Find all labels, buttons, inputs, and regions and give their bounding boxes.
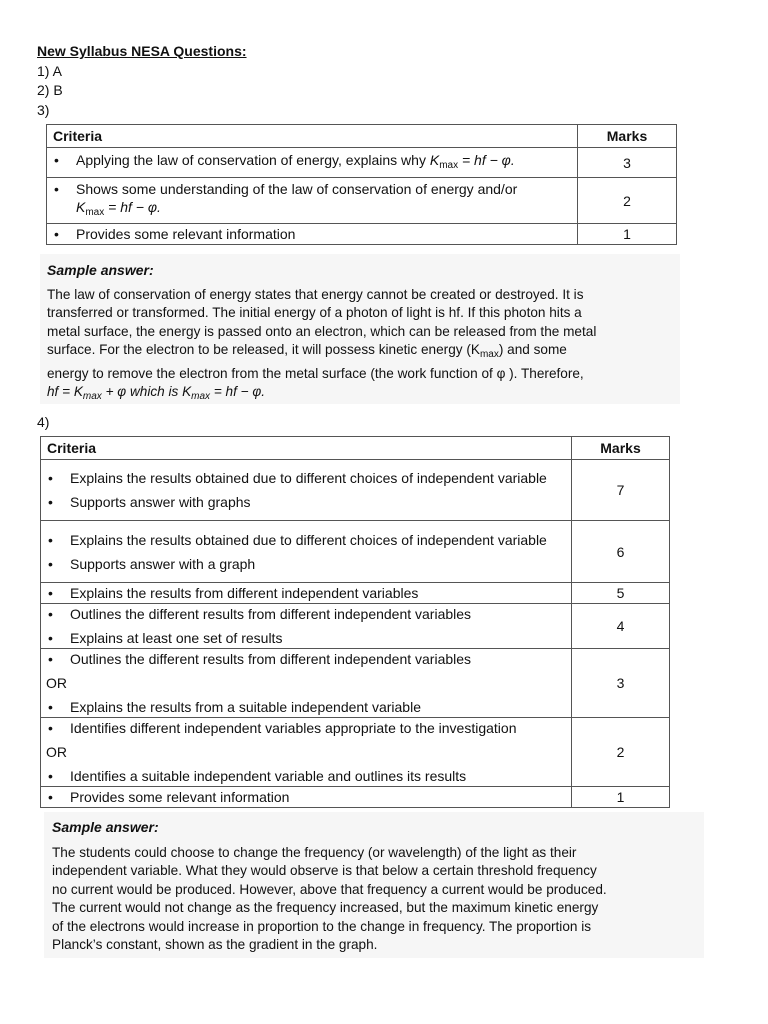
criteria-row: • Applying the law of conservation of energy, explains why $K_{max}$ = hf − φ. 3: [47, 148, 677, 178]
q3-criteria-table: [46, 124, 677, 245]
sample-line: Planck’s constant, shown as the gradient in the graph.: [52, 937, 378, 953]
q4-criteria-table: [40, 436, 670, 808]
q4-sample-answer: [44, 812, 704, 958]
criteria-text: Identifies a suitable independent variable and outlines its results: [70, 768, 467, 784]
mark-value: 3: [578, 148, 677, 178]
mark-value: 6: [572, 521, 670, 583]
criteria-text: Explains the results from different independent variables: [70, 585, 419, 601]
sample-line: of the electrons would increase in proportion to the change in frequency. The proportion is: [52, 918, 592, 934]
criteria-text: Identifies different independent variables appropriate to the investigation: [70, 720, 517, 736]
criteria-text: Explains the results obtained due to different choices of independent variable: [70, 531, 547, 548]
mark-value: 2: [578, 178, 677, 224]
criteria-row: • Provides some relevant information 1: [41, 787, 670, 808]
sample-line: The law of conservation of energy states that energy cannot be created or destroyed. It is: [47, 287, 584, 302]
criteria-text: Outlines the different results from different independent variables: [70, 651, 472, 667]
criteria-text: Applying the law of conservation of energy, explains why: [76, 151, 426, 168]
criteria-row: • Outlines the different results from different independent variables OR • Explains the results from a suitable independent variable 3: [41, 649, 670, 718]
sample-line: hf = $K_{max} + \varphi$ which is $K_{max}$ = hf − φ.: [47, 384, 266, 403]
criteria-text: Explains the results from a suitable independent variable: [70, 699, 421, 715]
criteria-text: Provides some relevant information: [76, 226, 296, 242]
criteria-text: Shows some understanding of the law of conservation of energy and/or: [76, 180, 518, 197]
sample-line: no current would be produced. However, above that frequency a current would be produced.: [52, 881, 607, 897]
answer-2: 2) B: [37, 82, 63, 98]
mark-value: 7: [572, 460, 670, 521]
criteria-text: Supports answer with graphs: [70, 494, 251, 510]
criteria-row: • Outlines the different results from different independent variables • Explains at least one set of results 4: [41, 604, 670, 649]
mark-value: 4: [572, 604, 670, 649]
sample-line: energy to remove the electron from the metal surface (the work function of φ ). Therefore,: [47, 365, 584, 381]
criteria-text: Outlines the different results from different independent variables: [70, 606, 472, 622]
marks-header: Marks: [572, 437, 670, 460]
q3-sample-answer: [40, 254, 680, 404]
or-label: OR: [46, 675, 67, 691]
criteria-row: • Shows some understanding of the law of conservation of energy and/or $K_{max}$ = hf − φ. 2: [47, 178, 677, 224]
criteria-row: • Identifies different independent variables appropriate to the investigation OR • Identifies a suitable independent variable and outlines its results 2: [41, 718, 670, 787]
or-label: OR: [46, 744, 67, 760]
formula: = hf − φ.: [108, 198, 161, 215]
formula: = hf − φ.: [461, 151, 515, 168]
criteria-text: Supports answer with a graph: [70, 555, 256, 572]
answer-4-label: 4): [37, 414, 50, 430]
criteria-row: • Explains the results obtained due to different choices of independent variable • Supports answer with a graph 6: [41, 521, 670, 583]
mark-value: 1: [572, 787, 670, 808]
sample-answer-title: Sample answer:: [47, 262, 154, 278]
criteria-text: Provides some relevant information: [70, 789, 290, 805]
criteria-row: • Provides some relevant information 1: [47, 224, 677, 245]
sample-line: metal surface, the energy is passed onto an electron, which can be released from the metal: [47, 323, 597, 339]
sample-line: transferred or transformed. The initial energy of a photon of light is hf. If this photon hits a: [47, 305, 582, 321]
sample-answer-title: Sample answer:: [52, 819, 159, 835]
mark-value: 1: [578, 224, 677, 245]
sample-line: surface. For the electron to be released, it will possess kinetic energy $(K_{max})$ and some: [47, 342, 567, 361]
sample-line: The current would not change as the frequency increased, but the maximum kinetic energy: [52, 900, 599, 916]
mark-value: 3: [572, 649, 670, 718]
answer-3-label: 3): [37, 102, 50, 118]
criteria-text: Explains the results obtained due to different choices of independent variable: [70, 470, 547, 486]
page-heading: New Syllabus NESA Questions:: [37, 43, 247, 59]
criteria-header: Criteria: [47, 125, 578, 148]
criteria-header: Criteria: [41, 437, 572, 460]
criteria-text: Explains at least one set of results: [70, 630, 283, 646]
answer-1: 1) A: [37, 63, 62, 79]
sample-line: The students could choose to change the frequency (or wavelength) of the light as their: [52, 845, 577, 860]
sample-line: independent variable. What they would observe is that below a certain threshold frequency: [52, 863, 597, 879]
criteria-row: • Explains the results obtained due to different choices of independent variable • Supports answer with graphs 7: [41, 460, 670, 521]
mark-value: 5: [572, 583, 670, 604]
mark-value: 2: [572, 718, 670, 787]
marks-header: Marks: [578, 125, 677, 148]
criteria-row: • Explains the results from different independent variables 5: [41, 583, 670, 604]
